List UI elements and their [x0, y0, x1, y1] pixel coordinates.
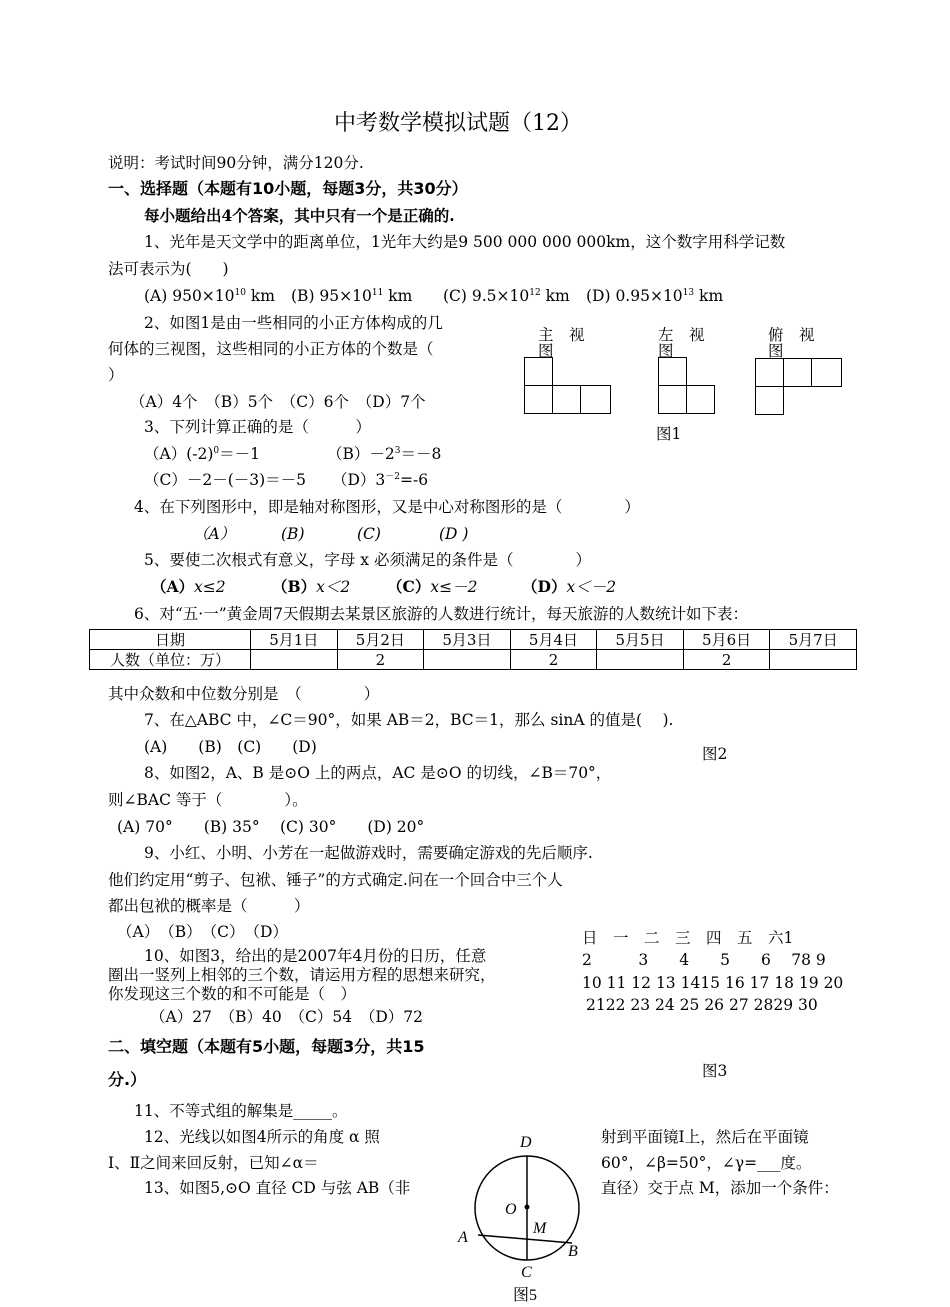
figure-2-caption: 图2 [702, 745, 728, 763]
label-a: A [458, 1229, 468, 1246]
page-title: 中考数学模拟试题（12） [334, 111, 582, 136]
q8-options: (A) 70° (B) 35° (C) 30° (D) 20° [117, 818, 425, 836]
top-view-cell [811, 358, 842, 387]
instructions-label: 说明： [108, 154, 155, 172]
q9-line1: 9、小红、小明、小芳在一起做游戏时，需要确定游戏的先后顺序. [144, 844, 593, 862]
q2-options: （A）4个 （B）5个 （C）6个 （D）7个 [130, 393, 426, 411]
section-2-heading-cont: 分.） [108, 1070, 147, 1089]
table-header-cell: 5月1日 [251, 630, 338, 650]
q1-option-d: (D) $0.95\times 10^{13}$ km [586, 287, 724, 305]
q10-line2: 圈出一竖列上相邻的三个数，请运用方程的思想来研究， [108, 966, 496, 984]
q6-stem: 6、对“五·一”黄金周7天假期去某景区旅游的人数进行统计，每天旅游的人数统计如下表： [134, 605, 749, 623]
q12-line1-left: 12、光线以如图4所示的角度 α 照 [144, 1128, 380, 1146]
table-row [90, 650, 857, 670]
front-view-cell [580, 385, 611, 414]
table-header-cell: 5月2日 [337, 630, 424, 650]
q5-option-c: （C）x≤－2 [387, 577, 478, 596]
table-header-cell: 5月5日 [597, 630, 684, 650]
top-view-cell [755, 358, 784, 387]
q4-stem: 4、在下列图形中，即是轴对称图形，又是中心对称图形的是（ ） [134, 498, 640, 516]
section-1-note: 每小题给出4个答案，其中只有一个是正确的. [144, 206, 455, 225]
q5-stem: 5、要使二次根式有意义，字母 x 必须满足的条件是（ ） [144, 551, 591, 569]
q9-options: （A） （B） （C） （D） [117, 923, 288, 941]
q1-option-c: (C) $9.5\times 10^{12}$ km [443, 287, 570, 305]
calendar-row: 日 一 二 三 四 五 六1 [582, 929, 794, 947]
calendar-row: 2 3 4 5 6 78 9 [582, 951, 826, 969]
calendar-row: 10 11 12 13 1415 16 17 18 19 20 [582, 974, 844, 992]
q3-option-d: $(D)3^{-2}=-6$ [332, 471, 429, 489]
label-b: B [568, 1243, 578, 1260]
front-view-label-2: 图 [538, 342, 554, 360]
front-view-label: 主 视 [538, 326, 585, 344]
q3-option-b: $(B)-2^3=-8$ [327, 445, 442, 463]
figure-5-diagram [440, 1125, 600, 1307]
q6-after: 其中众数和中位数分别是 （ ） [108, 685, 380, 703]
q9-line2: 他们约定用“剪子、包袱、锤子”的方式确定.问在一个回合中三个人 [108, 871, 563, 889]
front-view-cell [524, 385, 553, 414]
left-view-cell [686, 385, 715, 414]
front-view-cell [524, 357, 553, 386]
q2-line1: 2、如图1是由一些相同的小正方体构成的几 [144, 314, 443, 332]
q3-option-c: （C）－2－(－3)＝－5 [144, 471, 307, 489]
q12-line2-left: Ⅰ、Ⅱ之间来回反射，已知∠α＝ [108, 1154, 319, 1172]
left-view-cell [658, 385, 687, 414]
q5-option-d: （D）x＜－2 [522, 577, 617, 596]
top-view-label: 俯 视 [768, 326, 815, 344]
left-view-label-2: 图 [658, 342, 674, 360]
q9-line3: 都出包袱的概率是（ ） [108, 897, 310, 915]
table-header-cell: 5月6日 [683, 630, 770, 650]
q10-options: （A）27 （B）40 （C）54 （D）72 [150, 1008, 424, 1026]
q11-stem: 11、不等式组的解集是_____。 [134, 1102, 348, 1120]
table-header-row [90, 630, 857, 650]
visitor-table [89, 629, 857, 670]
q3-stem: 3、下列计算正确的是（ ） [144, 418, 371, 436]
q12-line2-right: 60°，∠β=50°，∠γ=___度。 [601, 1154, 812, 1172]
q10-line3: 你发现这三个数的和不可能是（ ） [108, 985, 357, 1003]
q2-line2: 何体的三视图，这些相同的小正方体的个数是（ [108, 340, 434, 358]
table-cell [597, 650, 684, 670]
calendar-row: 2122 23 24 25 26 27 2829 30 [586, 996, 818, 1014]
figure-1-caption: 图1 [656, 425, 682, 443]
figure-5-caption: 图5 [513, 1287, 538, 1304]
q4-option-a: （A） [193, 525, 236, 543]
label-m: M [533, 1220, 547, 1237]
q4-option-d: (D ) [439, 525, 469, 543]
q1-option-b: (B) $95\times 10^{11}$ km [291, 287, 413, 305]
front-view-cell [552, 385, 581, 414]
q5-option-a: （A）x≤2 [151, 577, 226, 596]
q5-option-b: （B）x＜2 [272, 577, 351, 596]
q4-option-b: (B) [281, 525, 305, 543]
top-view-cell [755, 386, 784, 415]
table-cell [251, 650, 338, 670]
table-header-cell: 5月4日 [510, 630, 597, 650]
q7-stem: 7、在△ABC 中，∠C＝90°，如果 AB＝2，BC＝1，那么 sinA 的值是( ). [144, 711, 674, 729]
instructions-text: 考试时间90分钟，满分120分. [154, 154, 364, 172]
table-header-cell: 日期 [90, 630, 251, 650]
chord-ab [478, 1235, 572, 1243]
q2-line3: ） [108, 366, 124, 384]
table-cell [770, 650, 857, 670]
q1-line1: 1、光年是天文学中的距离单位，1光年大约是9 500 000 000 000km，这个数字用科学记数 [144, 233, 786, 251]
table-cell [424, 650, 511, 670]
label-o: O [505, 1201, 517, 1218]
table-cell: 2 [337, 650, 424, 670]
label-d: D [520, 1134, 532, 1151]
left-view-label: 左 视 [658, 326, 705, 344]
q3-option-a: $(A)(-2)^0=-1$ [144, 445, 260, 463]
top-view-label-2: 图 [768, 342, 784, 360]
left-view-cell [658, 357, 687, 386]
exam-instructions [108, 153, 364, 173]
section-1-heading: 一、选择题（本题有10小题，每题3分，共30分） [108, 179, 468, 198]
q8-line1: 8、如图2，A、B 是⊙O 上的两点，AC 是⊙O 的切线，∠B＝70°， [144, 764, 612, 782]
table-cell: 2 [683, 650, 770, 670]
q4-option-c: (C) [357, 525, 381, 543]
q7-options: (A) (B) (C) (D) [144, 738, 317, 756]
table-header-cell: 5月7日 [770, 630, 857, 650]
table-cell: 2 [510, 650, 597, 670]
table-header-cell: 5月3日 [424, 630, 511, 650]
section-2-heading: 二、填空题（本题有5小题，每题3分，共15 [108, 1037, 425, 1056]
table-cell: 人数（单位：万） [90, 650, 251, 670]
q10-line1: 10、如图3，给出的是2007年4月份的日历，任意 [144, 947, 487, 965]
q12-line1-right: 射到平面镜Ⅰ上，然后在平面镜 [601, 1128, 809, 1146]
q13-line1-right: 直径）交于点 M，添加一个条件： [601, 1179, 839, 1197]
q13-line1-left: 13、如图5,⊙O 直径 CD 与弦 AB（非 [144, 1179, 411, 1197]
figure-3-caption: 图3 [702, 1062, 728, 1080]
label-c: C [521, 1264, 532, 1281]
q1-option-a: (A) $950\times 10^{10}$ km [144, 287, 275, 305]
q8-line2: 则∠BAC 等于（ ）。 [108, 791, 308, 809]
top-view-cell [783, 358, 812, 387]
center-point [525, 1205, 530, 1210]
q1-line2: 法可表示为( ) [108, 260, 229, 278]
